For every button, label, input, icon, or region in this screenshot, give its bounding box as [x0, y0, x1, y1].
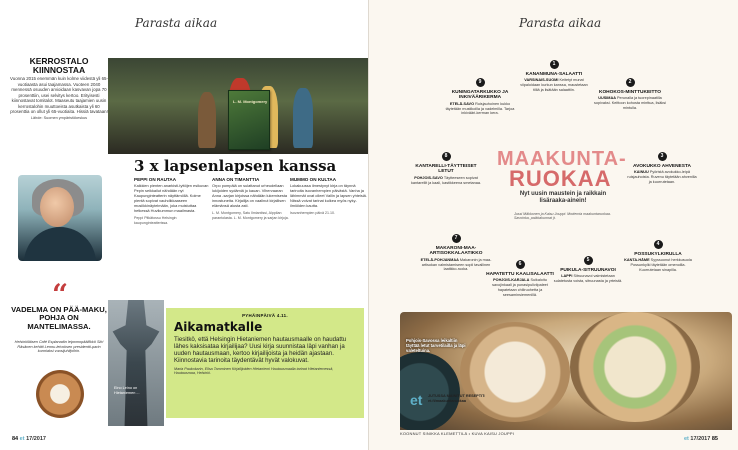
et-logo: et	[410, 392, 423, 408]
article-title: 3 x lapsenlapsen kanssa	[134, 157, 337, 175]
section-label: Parasta aikaa	[135, 16, 218, 30]
article-column-3	[290, 177, 367, 216]
photo-credits: KOONNUT SINIKKA KLEMETTILÄ • KUVA KAISU JOUPPI	[400, 431, 515, 436]
recipe-item-9: 9 KUNINGATARKUKKO JA INKIVÄÄRIKERMA ETELÄ-SAVO Ruisjauhoinen kukko täytetään mustikoilla ja vadelmilla. Tarjoa inkivääri-kerman kera.	[445, 79, 515, 116]
evening-box	[166, 308, 364, 418]
recipe-source: Jussi Mäkkonen ja Kaisu Jouppi: Modernia maakuntaruokaa. Savoinka, paikkakunnat jt.	[514, 212, 611, 220]
column-source: Isovanhempien päivä 21.10.	[290, 211, 335, 215]
column-heading: ANNA ON TIMANTTIA	[212, 177, 260, 182]
recipe-item-8: 8 KANTARELLI-TÄYTTEISET LETUT POHJOIS-SAVO Täytteeseen sopivat kantarellit ja kaali, kastikkeena smetanaa.	[410, 153, 482, 185]
sidebar-body: Vuonna 2015 enemmän kuin kolme viidestä yli 65-vuotiaasta asui taajamassa. Vuoteen 2040 mennessä osuuden arvioidaan kasvavan jopa 70 prosenttiin, usei selvitys kertoo. Erityisesti kiinnostavat tomitalot. Maaseutu taajamien uusin kerrostalohin muuttoeista asutkaista yli 60 prosenttia on ollut yli 65-vuotiaita. Hissiä tavataan!	[10, 76, 108, 114]
portrait-photo	[18, 175, 102, 261]
et-recipes-note: JUTUSSA MAINITUT RESEPTIT: et.fi/maakuntaruokaa	[428, 394, 486, 403]
recipe-title-line2: RUOKAA	[509, 166, 612, 191]
book-cover: L. M. Montgomery	[228, 90, 270, 150]
column-source: Peppi Pitkätossu Helsingin kaupunginteatterissa.	[134, 216, 177, 225]
evening-text: Tiesitkö, että Helsingin Hietaniemen hautausmaalle on haudattu lähes kaksisataa kirjailijaa? Uusi kirja suunnistaa läpi vanhan ja uuden hautausmaan, kertoo kirjailijoista ja heidän ajastaan. Kiinnostavia tarinoita täydentävät hyvät valokuvat.	[174, 336, 347, 365]
dish-note: Pohjois-Savossa leikaltiin täyttää letut tarvetilailla ja läpi valeteltuina.	[406, 338, 466, 353]
recipe-subtitle: Nyt uusin maustein ja raikkain lisäraaka-ainein!	[519, 191, 607, 204]
quote-mark-icon: “	[52, 278, 69, 311]
food-photo	[400, 312, 732, 430]
recipe-item-1: 1 KANANMUNA-SALAATTI VARSINAIS-SUOMI Keitetyt munat viipaloidaan kurkun kanssa, maustetaan tilliä ja lisätään salaattiin.	[520, 61, 588, 92]
sidebar-source: Lähde: Suomen ympäristökeskus	[30, 115, 88, 120]
recipe-item-4: 4 POSSUKYLKIRULLA KANTA-HÄME Syyssuonut herkkusuola Possunkylki täytetään omenoilla. Kuorrutetaan sinapilla.	[624, 241, 692, 272]
evening-source: Maria Paukokarin, Elisa Tamminen Kirjailijoiden Hietaniemi Hautausmaalla tarinat Hietaniemessä, Hautausmaa, Helsinki.	[174, 367, 334, 376]
recipe-item-7: 7 MAKARONI-MAA-ARTISOKKALAATIKKO ETELÄ-POHJANMAA Makaronin ja maa-artisokan valmistamiseen sopii tavallinen laatikko-ruoka.	[420, 235, 492, 272]
column-text: Lokakuussa ilmestynyt kirja on täynnä tarinoita isovanhempien päivästä. Vanha ja lähimmät ovat olleet Vallin ja lapsen yhteisiä. Niissä voivat tarinat kulkea myös nyky-ilmiöiden kautta.	[290, 183, 367, 208]
recipe-title-line1: MAAKUNTA-	[497, 148, 627, 170]
section-label: Parasta aikaa	[519, 16, 602, 30]
recipe-item-5: 5 PUIKULA-SITRUUNAVOI LAPPI Sitruunavoi valmistetaan sulatetusta voista, sitruunasta ja yrteistä.	[553, 257, 623, 284]
article-column-1	[134, 177, 211, 226]
evening-title: Aikamatkalle	[174, 320, 263, 334]
sidebar-text	[10, 76, 108, 120]
recipe-item-6: 6 HAPATETTU KAALISALAATTI POHJOIS-KARJALA Suikaloitu savojinkaali ja punasipuliviipaleet hapatetaan chiliruohetta ja seesaminsiemenillä.	[486, 261, 554, 297]
quote-source: Helsinkiläisen Café Esplanadin leipomopäällikkö Siiri Räsänen kehitti Lennu-leivoksen presidentti-parin kunniaksi vuosijuhlijoihin.	[14, 340, 104, 354]
evening-tag: PYHÄINPÄIVÄ 4.11.	[242, 313, 288, 318]
pastry-photo	[36, 370, 84, 418]
recipe-item-3: 3 AVOKUKKO AHVENESTA KAINUU Pyöristä avokukko-leipä ruisjauhoista. Ruvenu täytetään ahvenilla ja kuorrutetaan.	[627, 153, 697, 184]
statue-caption: Eino Leino on Hietaniemen ...	[114, 386, 140, 395]
sidebar-heading: KERROSTALO KIINNOSTAA	[29, 56, 89, 75]
quote-heading: VADELMA ON PÄÄ-MAKU, POHJA ON MANTELIMASSA.	[11, 305, 107, 331]
article-column-2	[212, 177, 289, 221]
left-page-number: 84 et 17/2017	[12, 436, 46, 442]
recipe-item-2: 2 KOHOKOS-MINTTUKEITTO UUSIMAA Perunalla ja tuorepinaatilla sopivaksi. Keittoon kohosta minttua, lisäksi mintulla.	[594, 79, 666, 110]
column-heading: MUMMO ON KULTAA	[290, 177, 337, 182]
right-page-number: et 17/2017 85	[684, 436, 718, 442]
column-source: L. M. Montgomery, Satu Ilmiantissi, Alppilan parantolasta. L. M. Montgomery ja sarjan kirjoja.	[212, 211, 289, 220]
column-text: Orpo pompäiä on sulattanut urheudellaan lukijoiden sydämiä jo kauan. Vihervaaran Anna -sarjan kirjoissa nähdään lukemisesta innostuneita. Kirjailija on vaalinut kirjallisen elämänsä alusta asti.	[212, 183, 288, 208]
column-text: Kaikkien pienten anarkisti-tyttöjen esikuvan Pepin seikkailut nähdään nyt Kaupunginteatterin näyttämöllä. Kolme pientä sopivat vauhdikkaaseen musiikkinäytelmään, joka muistuttaa hetkessä Huvikummun maailmasta.	[134, 183, 209, 213]
column-heading: PEPPI ON RAUTAA	[134, 177, 177, 182]
